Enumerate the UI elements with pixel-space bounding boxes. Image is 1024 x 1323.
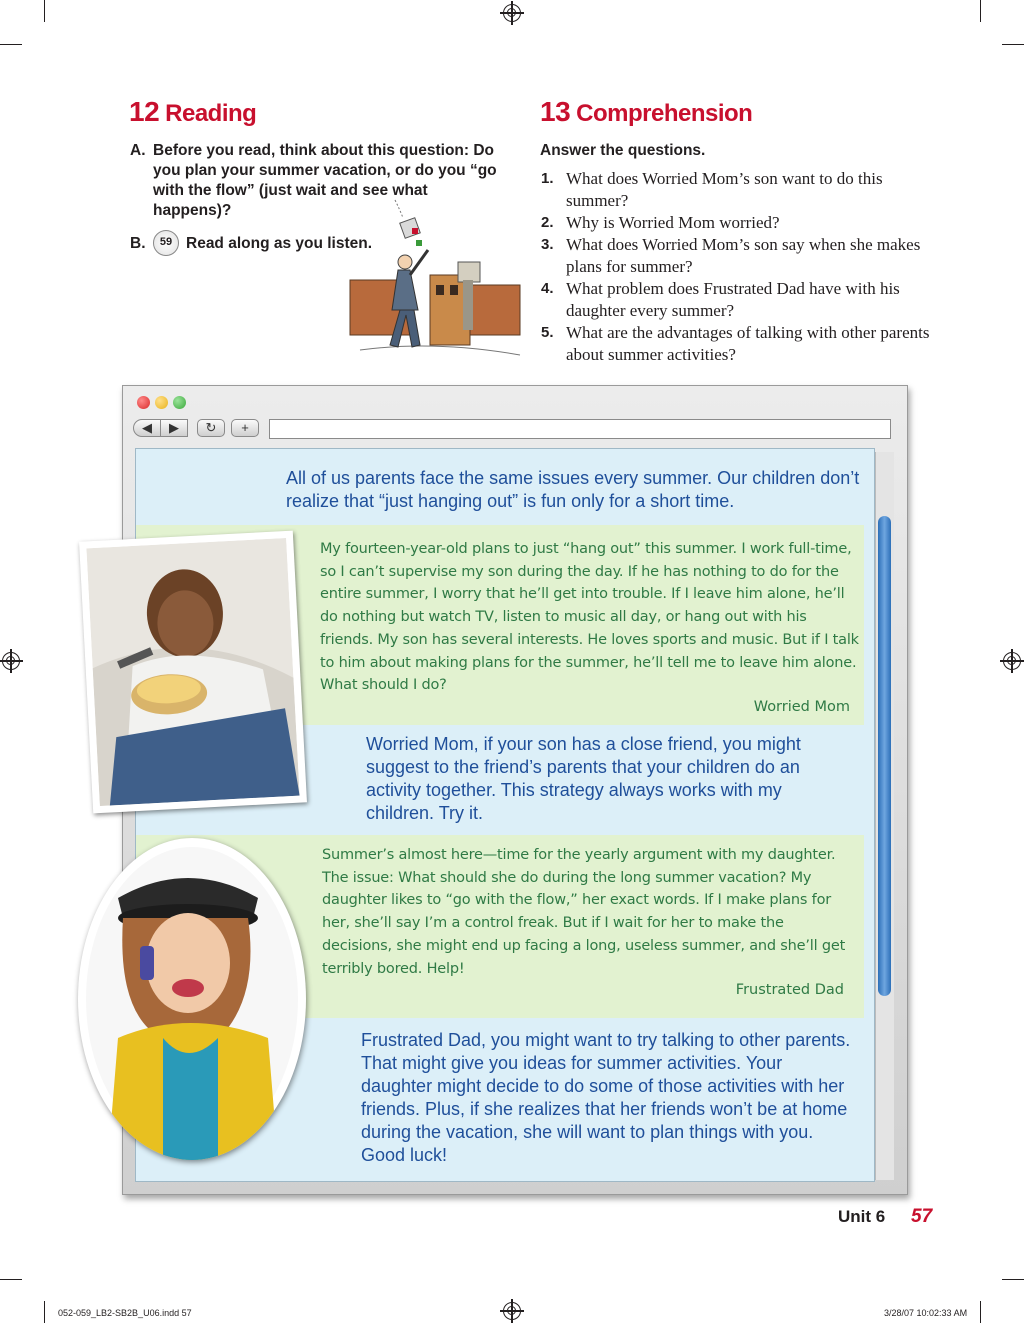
comprehension-heading (540, 96, 752, 128)
address-bar[interactable] (269, 419, 891, 439)
file-slug: 052-059_LB2-SB2B_U06.indd 57 (58, 1308, 192, 1318)
close-window-icon[interactable] (137, 396, 150, 409)
question-item (541, 234, 946, 278)
reading-b-text: Read along as you listen. (186, 235, 373, 252)
scrollbar-thumb[interactable] (878, 516, 891, 996)
question-text: What does Worried Mom’s son say when she makes plans for summer? (566, 235, 921, 276)
question-item (541, 168, 946, 212)
letter-signature: Frustrated Dad (735, 982, 844, 998)
crop-mark (0, 1279, 22, 1280)
comprehension-title: Comprehension (576, 100, 753, 127)
registration-mark-icon (503, 4, 521, 22)
reading-title: Reading (165, 100, 257, 127)
comprehension-number: 13 (540, 96, 571, 127)
question-text: What problem does Frustrated Dad have with his daughter every summer? (566, 279, 900, 320)
new-tab-button[interactable]: + (231, 419, 259, 437)
registration-mark-icon (1003, 652, 1021, 670)
reading-a-label: A. (130, 142, 146, 159)
intro-text: All of us parents face the same issues every summer. Our children don’t realize that “just hanging out” is fun only for a short time. (286, 468, 860, 511)
letter-body: Summer’s almost here—time for the yearly argument with my daughter. The issue: What should she do during the long summer vacation? My daughter likes to “go with the flow,” her exact words. If I make plans for her, she’ll say I’m a control freak. But if I wait for her to make the decisions, she might end up facing a long, useless summer, and she’ll get terribly bored. Help! (322, 847, 846, 977)
page-number: 57 (911, 1206, 933, 1227)
question-item (541, 212, 946, 234)
reading-number: 12 (129, 96, 160, 127)
question-number: 2. (541, 214, 554, 231)
crop-mark (0, 44, 22, 45)
question-number: 4. (541, 280, 554, 297)
track-number: 59 (159, 236, 173, 248)
registration-mark-icon (2, 652, 20, 670)
maximize-window-icon[interactable] (173, 396, 186, 409)
registration-mark-icon (503, 1302, 521, 1320)
crop-mark (44, 0, 45, 22)
crop-mark (980, 1301, 981, 1323)
crop-mark (1002, 1279, 1024, 1280)
question-text: Why is Worried Mom worried? (566, 213, 780, 232)
crop-mark (980, 0, 981, 22)
reading-heading (129, 96, 256, 128)
forward-button[interactable]: ▶ (160, 419, 188, 437)
comprehension-instruction: Answer the questions. (540, 142, 706, 159)
audio-track-icon[interactable] (153, 230, 179, 256)
letter-signature: Worried Mom (753, 699, 850, 715)
unit-label: Unit 6 (838, 1207, 886, 1226)
question-text: What does Worried Mom’s son want to do this summer? (566, 169, 883, 210)
question-item (541, 322, 946, 366)
crop-mark (44, 1301, 45, 1323)
reply-frustrated-dad: Frustrated Dad, you might want to try talking to other parents. That might give you ideas for summer activities. Your daughter might decide to do some of those activities with her friends. Plus, if she realizes that her friends won’t be at home during the vacation, she will want to plan things with you. Good luck! (361, 1030, 851, 1165)
letter-body: My fourteen-year-old plans to just “hang out” this summer. I work full-time, so I can’t supervise my son during the day. If he has nothing to do for the entire summer, I worry that he’ll get into trouble. If I leave him alone, he’ll do nothing but watch TV, listen to music all day, or hang out with his friends. My son has several interests. He loves sports and music. But if I talk to him about making plans for the summer, he’ll tell me to leave him alone. What should I do? (320, 541, 859, 694)
question-number: 1. (541, 170, 554, 187)
question-number: 3. (541, 236, 554, 253)
timestamp-slug: 3/28/07 10:02:33 AM (884, 1308, 968, 1318)
question-text: What are the advantages of talking with other parents about summer activities? (566, 323, 930, 364)
question-number: 5. (541, 324, 554, 341)
navigation-buttons (133, 419, 259, 439)
reload-button[interactable]: ↻ (197, 419, 225, 437)
reading-b-label: B. (130, 235, 146, 252)
reading-a-text: Before you read, think about this question: Do you plan your summer vacation, or do you “go with the flow” (just wait and see what happens)? (153, 142, 497, 219)
boy-photo (79, 531, 307, 814)
question-item (541, 278, 946, 322)
girl-photo (78, 838, 306, 1160)
boy-illustration (340, 190, 530, 380)
crop-mark (1002, 44, 1024, 45)
back-button[interactable]: ◀ (133, 419, 161, 437)
minimize-window-icon[interactable] (155, 396, 168, 409)
reply-worried-mom: Worried Mom, if your son has a close friend, you might suggest to the friend’s parents that your children do an activity together. This strategy always works with my children. Try it. (366, 734, 801, 823)
